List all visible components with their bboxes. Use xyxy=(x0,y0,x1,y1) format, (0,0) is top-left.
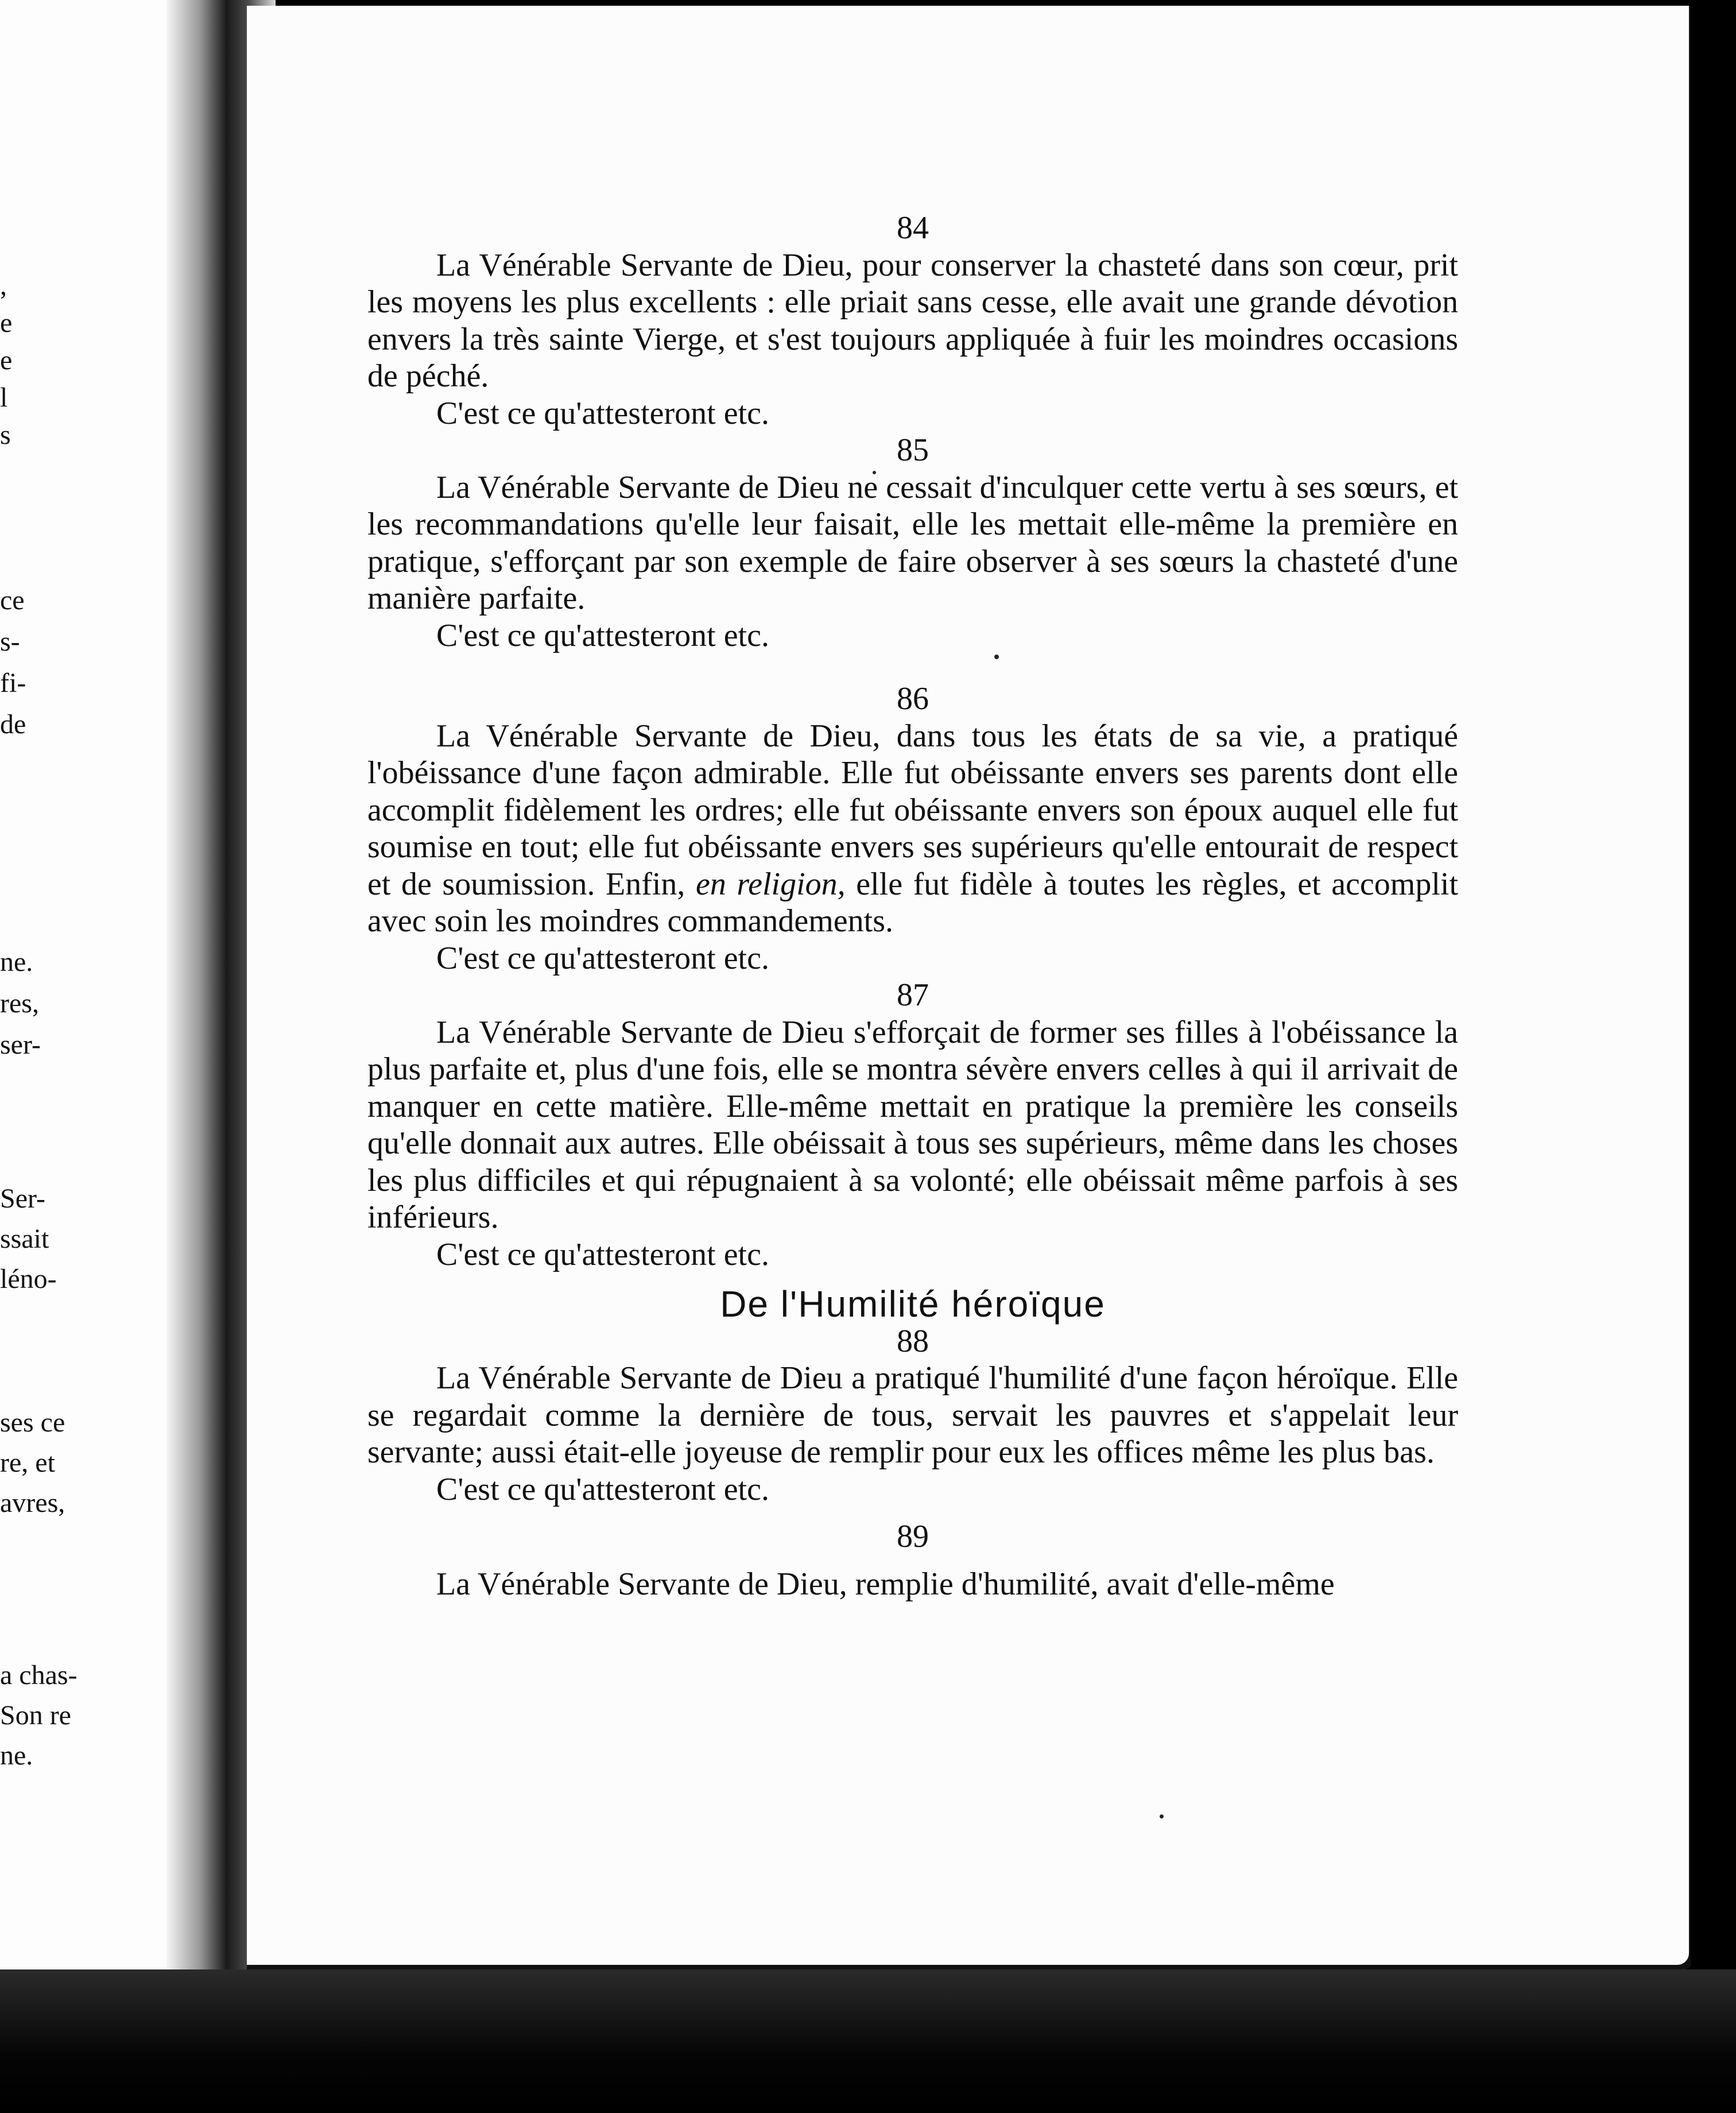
left-fragment: s- xyxy=(0,626,20,657)
paragraph-text: La Vénérable Servante de Dieu, dans tous les états de sa vie, a pratiqué l'obéissance d'une façon admirable. Elle fut obéissante envers ses parents dont elle accomplit fidèlement les ordres; elle fut obéissante envers son époux auquel elle fut soumise en tout; elle fut obéissante envers ses supérieurs qu'elle entourait de respect et de soumission. Enfin, xyxy=(367,718,1458,902)
article-paragraph: La Vénérable Servante de Dieu ne cessait d'inculquer cette vertu à ses sœurs, et les recommandations qu'elle leur faisait, elle les mettait elle-même la première en pratique, s'efforçant par son exemple de faire observer à ses sœurs la chasteté d'une manière parfaite. xyxy=(367,469,1458,616)
left-fragment: l xyxy=(0,382,8,413)
left-fragment: e xyxy=(0,308,13,338)
left-fragment: fi- xyxy=(0,668,26,698)
left-fragment: , xyxy=(0,270,7,301)
right-scan-edge xyxy=(1691,0,1736,2113)
left-fragment: Ser- xyxy=(0,1183,46,1214)
attestation-line: C'est ce qu'attesteront etc. xyxy=(436,1471,769,1507)
article-paragraph: La Vénérable Servante de Dieu, pour conserver la chasteté dans son cœur, prit les moyens les plus excellents : elle priait sans cesse, elle avait une grande dévotion envers la très sainte Vierge, et s'est toujours appliquée à fuir les moindres occasions de péché. xyxy=(367,247,1458,394)
left-fragment: ser- xyxy=(0,1030,41,1060)
article-paragraph xyxy=(367,718,1458,940)
scan-speck xyxy=(1160,1814,1164,1818)
spacer xyxy=(367,1555,1458,1566)
left-fragment: ssait xyxy=(0,1224,49,1254)
article-number: 86 xyxy=(897,681,929,717)
left-fragment: avres, xyxy=(0,1488,65,1518)
left-fragment: res, xyxy=(0,988,39,1019)
article-paragraph: La Vénérable Servante de Dieu s'efforçait de former ses filles à l'obéissance la plus parfaite et, plus d'une fois, elle se montra sévère envers celles à qui il arrivait de manquer en cette matière. Elle-même mettait en pratique la première les conseils qu'elle donnait aux autres. Elle obéissait à tous ses supérieurs, même dans les choses les plus difficiles et qui répugnaient à sa volonté; elle obéissait même parfois à ses inférieurs. xyxy=(367,1014,1458,1235)
article-paragraph: La Vénérable Servante de Dieu, remplie d'humilité, avait d'elle-même xyxy=(436,1566,1335,1602)
spacer xyxy=(367,654,1458,680)
left-fragment: ne. xyxy=(0,1740,33,1771)
left-fragment: léno- xyxy=(0,1264,57,1294)
page-text xyxy=(367,210,1458,1603)
attestation-line: C'est ce qu'attesteront etc. xyxy=(436,1236,769,1272)
attestation-line: C'est ce qu'attesteront etc. xyxy=(436,617,769,653)
left-fragment: ne. xyxy=(0,947,33,977)
left-fragment: ce xyxy=(0,585,25,616)
article-number: 84 xyxy=(897,210,929,246)
left-fragment: Son re xyxy=(0,1700,71,1731)
italic-phrase: en religion, xyxy=(696,866,846,902)
left-fragment: e xyxy=(0,345,13,376)
left-fragment: s xyxy=(0,420,11,450)
paragraph-text: elle fut fidèle à toutes les règles, et accomplit avec soin les moindres commandements. xyxy=(367,866,1458,939)
left-fragment: a chas- xyxy=(0,1660,78,1690)
article-number: 89 xyxy=(897,1519,929,1554)
spacer xyxy=(367,1508,1458,1518)
left-fragment: re, et xyxy=(0,1448,55,1478)
left-facing-page xyxy=(0,0,172,2113)
left-fragment: de xyxy=(0,709,26,740)
attestation-line: C'est ce qu'attesteront etc. xyxy=(436,940,769,976)
article-number: 85 xyxy=(897,432,929,468)
section-heading: De l'Humilité héroïque xyxy=(720,1283,1106,1325)
article-number: 88 xyxy=(897,1323,929,1359)
article-paragraph: La Vénérable Servante de Dieu a pratiqué l'humilité d'une façon héroïque. Elle se regardait comme la dernière de tous, servait les pauvres et s'appelait leur servante; aussi était-elle joyeuse de remplir pour eux les offices même les plus bas. xyxy=(367,1360,1458,1470)
article-number: 87 xyxy=(897,977,929,1013)
bottom-scan-edge xyxy=(0,1969,1736,2113)
attestation-line: C'est ce qu'attesteront etc. xyxy=(436,395,769,431)
left-fragment: ses ce xyxy=(0,1407,65,1438)
left-page-text-fragments xyxy=(0,0,172,1837)
